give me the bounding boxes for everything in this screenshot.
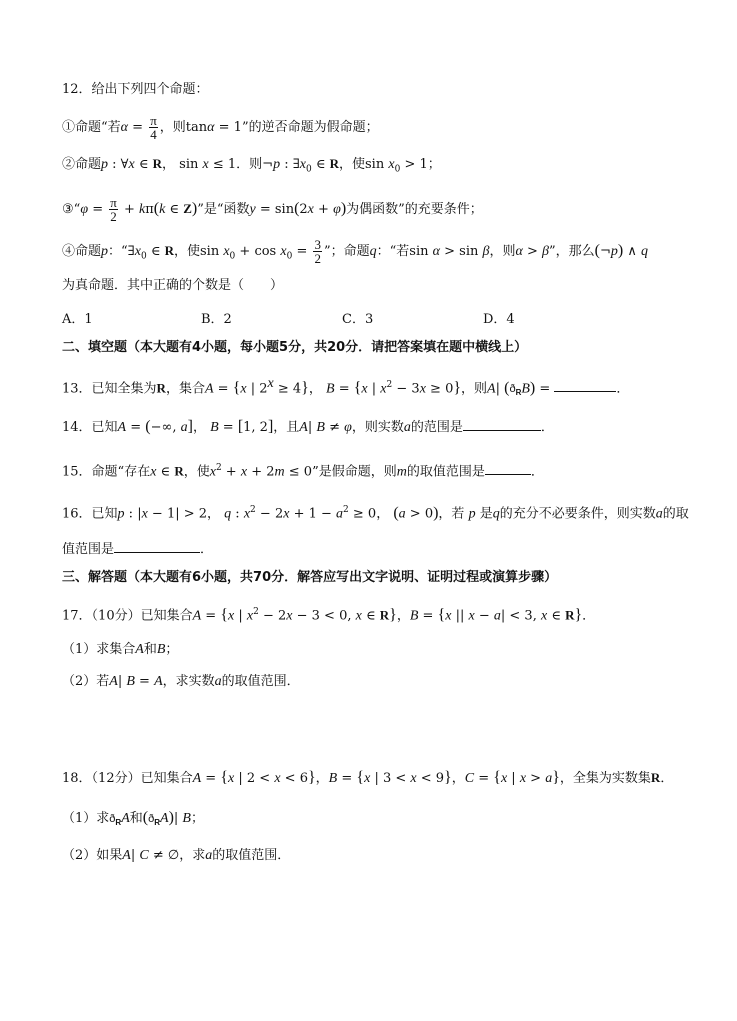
q12-prop-4-tail: 为真命题．其中正确的个数是（ ） bbox=[62, 278, 284, 293]
q16-tail: 值范围是 ． bbox=[62, 538, 213, 560]
choice-a: A．1 bbox=[62, 312, 93, 327]
q18-part2: （2）如果A| C ≠ ∅，求a的取值范围． bbox=[62, 848, 291, 863]
answer-blank[interactable] bbox=[114, 538, 200, 553]
q17-part1: （1）求集合A和B； bbox=[62, 642, 179, 657]
q12-stem: 12．给出下列四个命题： bbox=[62, 82, 209, 97]
fraction-3-over-2: $\frac{3}{2}$ bbox=[314, 237, 321, 266]
section-3-heading: 三、解答题（本大题有6小题，共70分．解答应写出文字说明、证明过程或演算步骤） bbox=[62, 570, 558, 585]
q18-part1: （1）求$ð_RA$和$(ð_RA)|$ B； bbox=[62, 809, 204, 828]
answer-blank[interactable] bbox=[485, 460, 531, 475]
answer-blank[interactable] bbox=[554, 377, 616, 392]
q13: 13．已知全集为R，集合A = {x | $2^x \ge 4$}， B = {x | $x^2 - 3x \ge 0$}，则A| $(ð_RB)$ = ． bbox=[62, 376, 630, 398]
answer-blank[interactable] bbox=[463, 416, 541, 431]
fraction-pi-over-2: $\frac{\pi}{2}$ bbox=[110, 195, 117, 224]
q15: 15．命题“存在x ∈ R，使$x^2 + x + 2m \le 0$”是假命题，则m的取值范围是 ． bbox=[62, 458, 544, 482]
q12-prop-3: ③“φ = $\frac{\pi}{2}$ + kπ(k ∈ Z)”是“函数y = sin(2x + φ)为偶函数”的充要条件； bbox=[62, 195, 483, 224]
choice-c: C．3 bbox=[342, 312, 374, 327]
choice-d: D．4 bbox=[483, 312, 515, 327]
q18: 18．（12分）已知集合A = {x | 2 < x < 6}，B = {x | 3 < x < 9}，C = {x | x > a}，全集为实数集R． bbox=[62, 769, 674, 786]
q12-prop-1: ①命题“若α = $\frac{\pi}{4}$ ，则tanα = 1”的逆否命题为假命题； bbox=[62, 113, 379, 142]
section-2-heading: 二、填空题（本大题有4小题，每小题5分，共20分．请把答案填在题中横线上） bbox=[62, 340, 528, 355]
q17: 17．（10分）已知集合A = {x | $x^2 - 2x - 3 < 0$, x ∈ R}，B = {x || x − a| < 3, x ∈ R}． bbox=[62, 606, 596, 624]
q12-prop-2: ②命题p : ∀x ∈ R， sin x ≤ 1．则¬p : $\exists x_0$ ∈ R，使$\sin x_0 > 1$； bbox=[62, 156, 441, 175]
q16: 16．已知p : |x − 1| > 2， q : $x^2 - 2x + 1 - a^2 \ge 0$， (a > 0)，若 p 是q的充分不必要条件，则实数a的取 bbox=[62, 504, 689, 522]
q12-prop-4: ④命题p：“$\exists x_0$ ∈ R，使$\sin x_0 + \cos x_0$ = $\frac{3}{2}$ ”；命题q：“若sin α > sin β，则α > β”，那么(¬p) ∧ q bbox=[62, 237, 649, 266]
choice-b: B．2 bbox=[201, 312, 232, 327]
fraction-pi-over-4: $\frac{\pi}{4}$ bbox=[150, 113, 157, 142]
q17-part2: （2）若A| B = A，求实数a的取值范围． bbox=[62, 674, 300, 689]
q14: 14．已知A = (−∞, a]， B = [1, 2]，且A| B ≠ φ，则实数a的范围是 ． bbox=[62, 418, 554, 435]
